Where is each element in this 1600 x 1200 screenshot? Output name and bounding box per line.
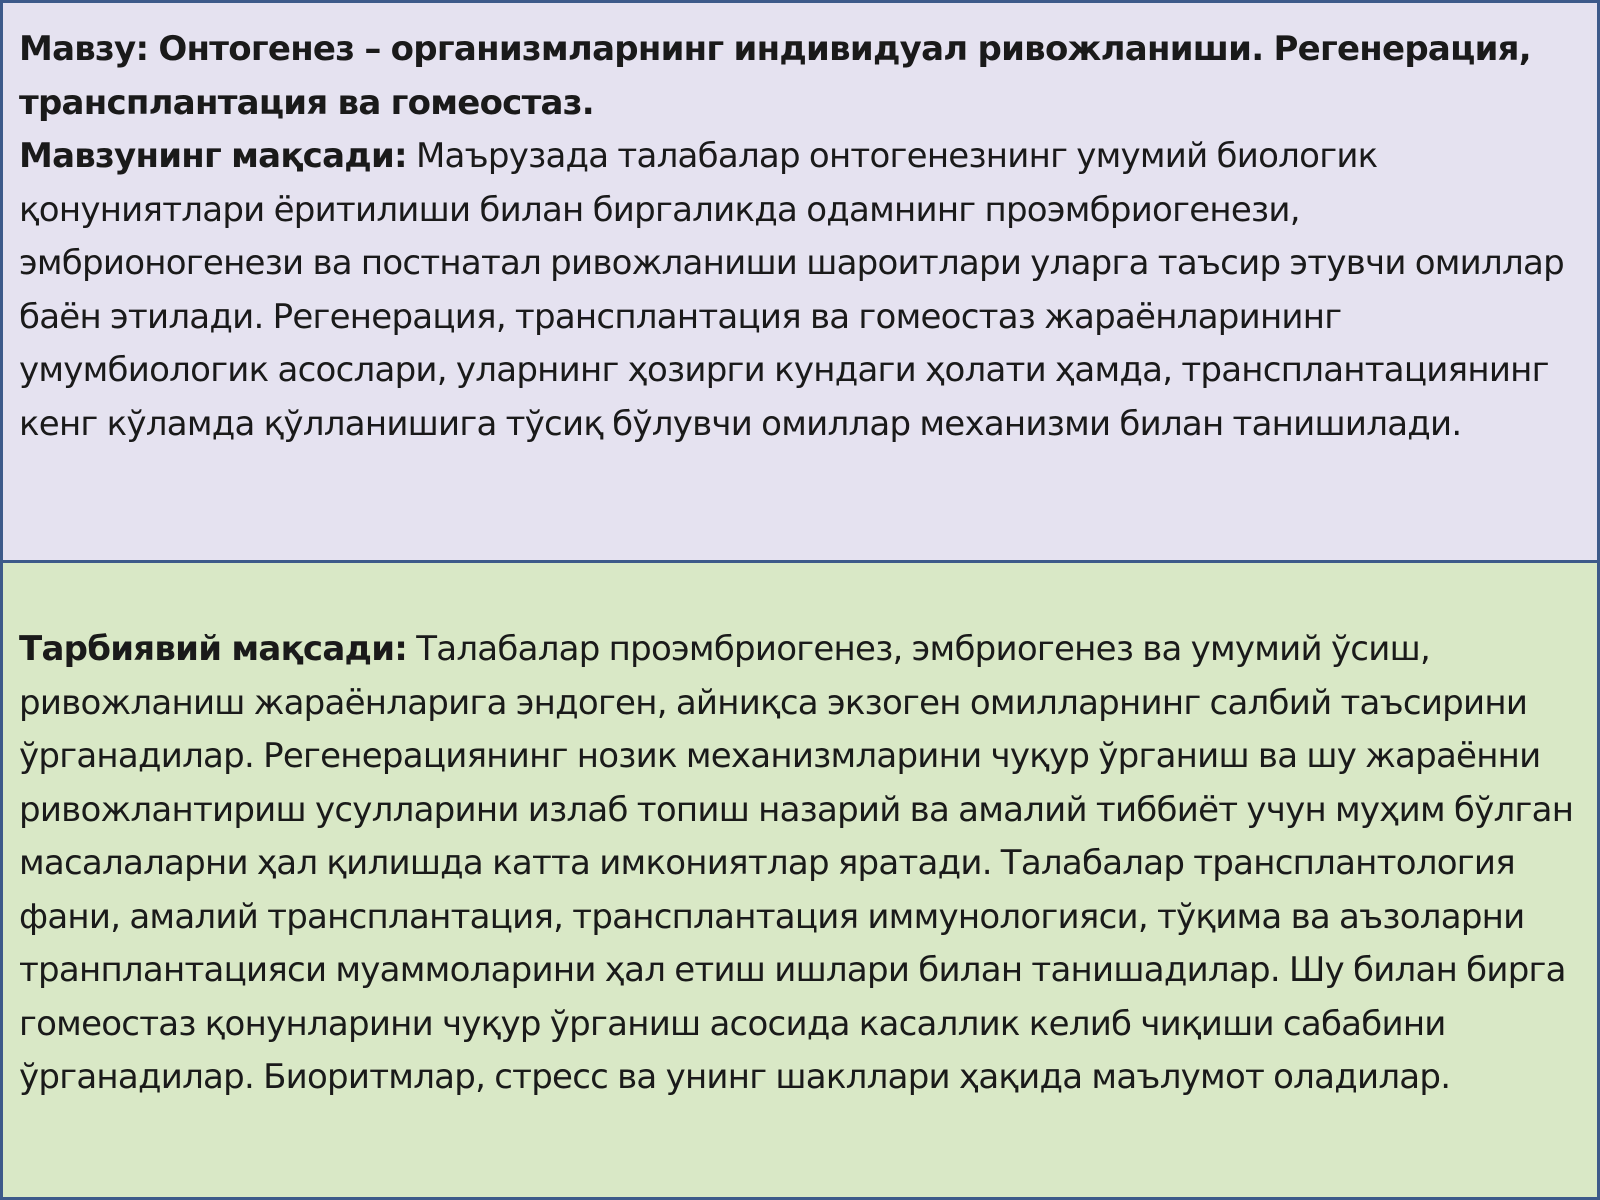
- educational-goal-paragraph: [19, 623, 1583, 1105]
- educational-goal-label: Тарбиявий мақсади:: [19, 629, 408, 669]
- goal-label: Мавзунинг мақсади:: [19, 136, 407, 176]
- goal-text: Маърузада талабалар онтогенезнинг умумий биологик қонуниятлари ёритилиши билан биргаликда одамнинг проэмбриогенези, эмбрионогенези ва постнатал ривожланиши шароитлари уларга таъсир этувчи омиллар баён этилади. Регенерация, трансплантация ва гомеостаз жараёнларининг умумбиологик асослари, уларнинг ҳозирги кундаги ҳолати ҳамда, трансплантациянинг кенг кўламда қўлланишига тўсиқ бўлувчи омиллар механизми билан танишилади.: [19, 136, 1564, 444]
- topic-paragraph: [19, 23, 1583, 130]
- goal-paragraph: [19, 130, 1583, 451]
- topic-title: Онтогенез – организмларнинг индивидуал ривожланиши. Регенерация, трансплантация ва гомеостаз.: [19, 29, 1531, 123]
- educational-goal-text: Талабалар проэмбриогенез, эмбриогенез ва умумий ўсиш, ривожланиш жараёнларига эндоген, айниқса экзоген омилларнинг салбий таъсирини ўрганадилар. Регенерациянинг нозик механизмларини чуқур ўрганиш ва шу жараённи ривожлантириш усулларини излаб топиш назарий ва амалий тиббиёт учун муҳим бўлган масалаларни ҳал қилишда катта имкониятлар яратади. Талабалар трансплантология фани, амалий трансплантация, трансплантация иммунологияси, тўқима ва аъзоларни транплантацияси муаммоларини ҳал етиш ишлари билан танишадилар. Шу билан бирга гомеостаз қонунларини чуқур ўрганиш асосида касаллик келиб чиқиши сабабини ўрганадилар. Биоритмлар, стресс ва унинг шакллари ҳақида маълумот оладилар.: [19, 629, 1574, 1097]
- educational-goal-box: [0, 563, 1600, 1200]
- topic-label: Мавзу:: [19, 29, 149, 69]
- topic-goal-box: [0, 0, 1600, 563]
